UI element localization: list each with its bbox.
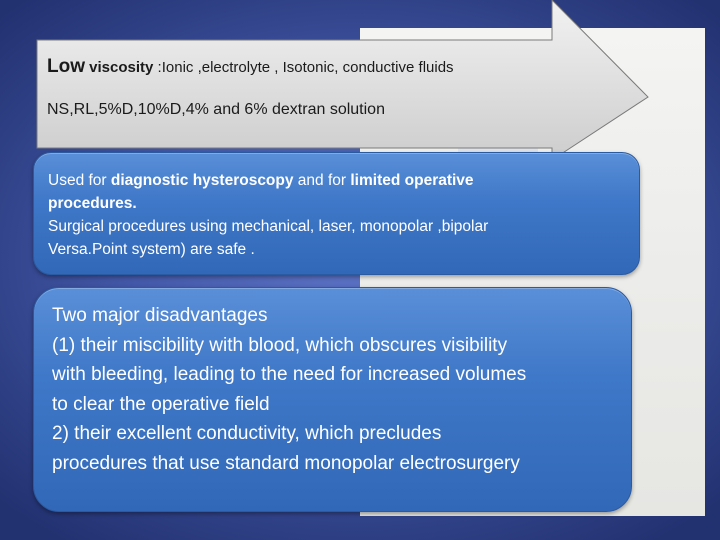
usage-line-1 — [48, 169, 625, 192]
usage-line-2 — [48, 192, 625, 215]
usage-line-3: Surgical procedures using mechanical, laser, monopolar ,bipolar — [48, 218, 489, 235]
usage-line-4: Versa.Point system) are safe . — [48, 241, 255, 258]
usage-prefix: Used for — [48, 172, 111, 189]
disadvantage-line: 2) their excellent conductivity, which precludes — [52, 423, 442, 444]
arrow-heading — [47, 52, 607, 83]
disadvantage-line: Two major disadvantages — [52, 305, 268, 326]
heading-low: Low — [47, 56, 85, 77]
usage-mid: and for — [293, 172, 351, 189]
disadvantage-line: (1) their miscibility with blood, which obscures visibility — [52, 334, 508, 356]
arrow-text — [47, 52, 607, 119]
heading-viscosity: viscosity — [89, 59, 154, 76]
disadvantage-line: to clear the operative field — [52, 393, 270, 415]
usage-bold-2: limited operative — [350, 172, 474, 189]
usage-box — [33, 152, 640, 275]
disadvantage-line: with bleeding, leading to the need for increased volumes — [52, 364, 527, 385]
disadvantage-line: procedures that use standard monopolar electrosurgery — [52, 452, 520, 474]
disadvantages-box — [33, 287, 632, 512]
usage-bold-1: diagnostic hysteroscopy — [110, 172, 294, 189]
heading-rest: :Ionic ,electrolyte , Isotonic, conductive fluids — [153, 59, 454, 76]
usage-bold-3: procedures. — [48, 195, 137, 212]
solution-list: NS,RL,5%D,10%D,4% and 6% dextran solution — [47, 101, 385, 118]
